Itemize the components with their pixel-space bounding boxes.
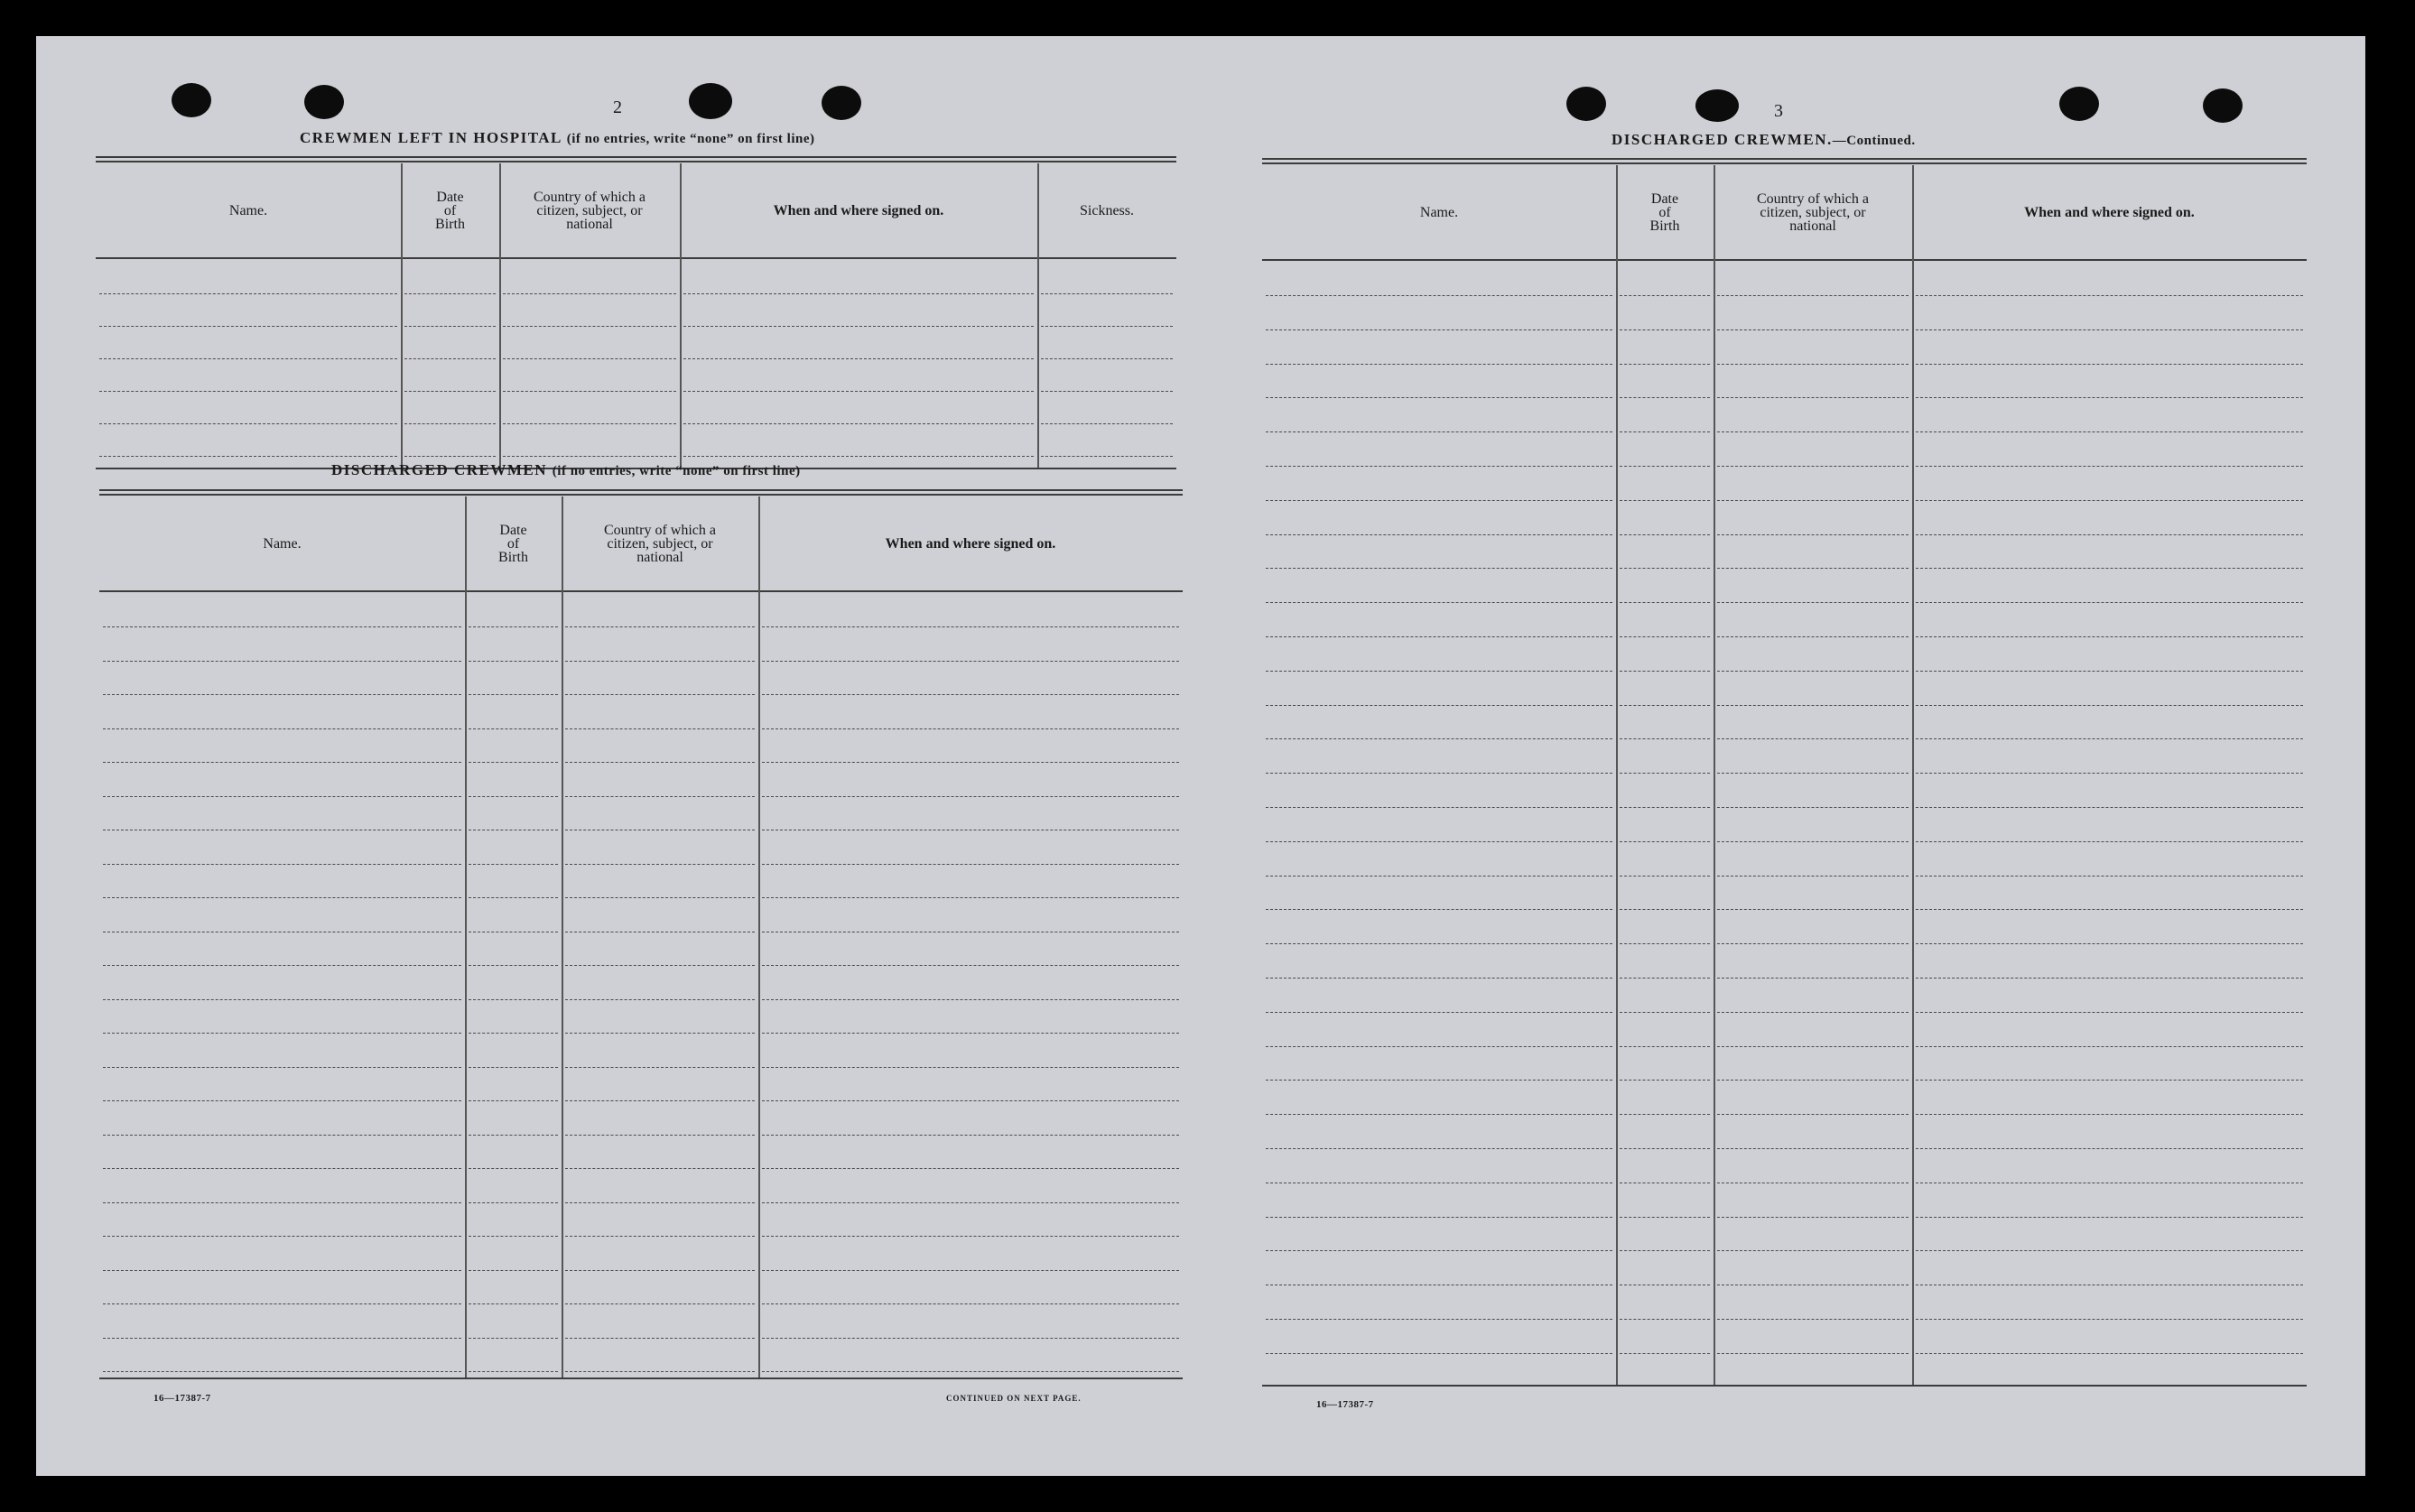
page-number-right: 3 xyxy=(1774,101,1783,121)
ruled-line xyxy=(1620,773,1710,774)
ruled-line xyxy=(404,423,496,424)
ruled-line xyxy=(103,728,461,729)
ruled-line xyxy=(762,1236,1179,1237)
ruled-line xyxy=(1266,671,1612,672)
ruled-line xyxy=(683,293,1034,294)
ruled-line xyxy=(1266,1353,1612,1354)
ruled-line xyxy=(1620,397,1710,398)
ruled-line xyxy=(1620,705,1710,706)
ruled-line xyxy=(1266,1250,1612,1251)
ruled-line xyxy=(1266,1012,1612,1013)
ruled-line xyxy=(565,1100,755,1101)
ruled-line xyxy=(1717,431,1909,432)
ruled-line xyxy=(469,864,558,865)
ruled-line xyxy=(103,694,461,695)
ruled-line xyxy=(1620,1080,1710,1081)
ruled-line xyxy=(1266,909,1612,910)
ruled-line xyxy=(469,1371,558,1372)
ruled-line xyxy=(469,762,558,763)
column-divider xyxy=(758,496,760,1377)
punch-hole xyxy=(2203,88,2243,123)
ruled-line xyxy=(762,1168,1179,1169)
ruled-line xyxy=(1916,602,2303,603)
ruled-line xyxy=(565,1371,755,1372)
ruled-line xyxy=(762,1371,1179,1372)
column-header: Name. xyxy=(263,535,302,552)
ruled-line xyxy=(1266,295,1612,296)
ruled-line xyxy=(1620,876,1710,877)
column-header: Sickness. xyxy=(1080,202,1134,218)
ruled-line xyxy=(1717,1353,1909,1354)
ruled-line xyxy=(1620,807,1710,808)
ruled-line xyxy=(565,965,755,966)
ruled-line xyxy=(503,423,676,424)
ruled-line xyxy=(762,762,1179,763)
ruled-line xyxy=(1620,1148,1710,1149)
ruled-line xyxy=(1916,1012,2303,1013)
ruled-line xyxy=(1620,671,1710,672)
ruled-line xyxy=(683,358,1034,359)
form-number-right: 16—17387-7 xyxy=(1316,1399,1374,1410)
ruled-line xyxy=(565,694,755,695)
ruled-line xyxy=(565,1338,755,1339)
punch-hole xyxy=(822,86,861,120)
ruled-line xyxy=(1717,978,1909,979)
column-header: Date of Birth xyxy=(435,189,465,232)
punch-hole xyxy=(1695,89,1739,122)
ruled-line xyxy=(103,1168,461,1169)
ruled-line xyxy=(565,1168,755,1169)
right-title-text: DISCHARGED CREWMEN. xyxy=(1612,131,1833,148)
ruled-line xyxy=(99,293,397,294)
column-divider xyxy=(1912,165,1914,1385)
double-rule xyxy=(96,156,1176,162)
discharged-continued-table xyxy=(1262,158,2307,1390)
ruled-line xyxy=(1041,358,1173,359)
ruled-line xyxy=(103,1202,461,1203)
discharged-title-text: DISCHARGED CREWMEN xyxy=(331,461,548,478)
ruled-line xyxy=(1620,1319,1710,1320)
ruled-line xyxy=(1620,636,1710,637)
ruled-line xyxy=(1266,876,1612,877)
ruled-line xyxy=(1620,431,1710,432)
ruled-line xyxy=(1717,943,1909,944)
ruled-line xyxy=(1620,466,1710,467)
ruled-line xyxy=(1717,738,1909,739)
ruled-line xyxy=(1717,773,1909,774)
ruled-line xyxy=(503,326,676,327)
discharged-instruction: (if no entries, write “none” on first line) xyxy=(552,464,801,478)
ruled-line xyxy=(469,796,558,797)
ruled-line xyxy=(762,1100,1179,1101)
ruled-line xyxy=(1717,841,1909,842)
ruled-line xyxy=(762,796,1179,797)
ruled-line xyxy=(1620,1012,1710,1013)
ruled-line xyxy=(1266,978,1612,979)
ruled-line xyxy=(1620,295,1710,296)
ruled-line xyxy=(469,1033,558,1034)
ruled-line xyxy=(503,391,676,392)
bottom-rule xyxy=(1262,1385,2307,1387)
ruled-line xyxy=(1717,1217,1909,1218)
column-header: Name. xyxy=(1419,204,1459,220)
ruled-line xyxy=(103,864,461,865)
ruled-line xyxy=(1266,500,1612,501)
hospital-section-title xyxy=(300,129,815,147)
discharged-table xyxy=(99,489,1183,1383)
ruled-line xyxy=(103,626,461,627)
ruled-line xyxy=(99,391,397,392)
ruled-line xyxy=(469,728,558,729)
ruled-line xyxy=(103,796,461,797)
ruled-line xyxy=(1717,364,1909,365)
ruled-line xyxy=(762,999,1179,1000)
ruled-line xyxy=(1041,456,1173,457)
ruled-line xyxy=(1717,534,1909,535)
ruled-line xyxy=(1916,978,2303,979)
ruled-line xyxy=(1916,534,2303,535)
scanned-form-sheet xyxy=(36,36,2365,1476)
ruled-line xyxy=(1916,773,2303,774)
ruled-line xyxy=(469,965,558,966)
ruled-line xyxy=(1916,876,2303,877)
ruled-line xyxy=(1266,1319,1612,1320)
ruled-line xyxy=(683,326,1034,327)
ruled-line xyxy=(1266,329,1612,330)
ruled-line xyxy=(1916,738,2303,739)
punch-hole xyxy=(1566,87,1606,121)
ruled-line xyxy=(1041,423,1173,424)
ruled-line xyxy=(1916,397,2303,398)
ruled-line xyxy=(762,1202,1179,1203)
punch-hole xyxy=(2059,87,2099,121)
ruled-line xyxy=(1916,1148,2303,1149)
ruled-line xyxy=(1266,738,1612,739)
column-header: Date of Birth xyxy=(1649,190,1680,234)
ruled-line xyxy=(1717,1046,1909,1047)
ruled-line xyxy=(762,694,1179,695)
ruled-line xyxy=(1266,636,1612,637)
column-header: When and where signed on. xyxy=(773,202,944,218)
ruled-line xyxy=(503,456,676,457)
ruled-line xyxy=(1620,909,1710,910)
ruled-line xyxy=(1266,773,1612,774)
ruled-line xyxy=(103,1100,461,1101)
punch-hole xyxy=(689,83,732,119)
ruled-line xyxy=(762,1033,1179,1034)
header-rule xyxy=(96,257,1176,259)
ruled-line xyxy=(762,661,1179,662)
discharged-section-title xyxy=(331,461,801,479)
ruled-line xyxy=(404,358,496,359)
ruled-line xyxy=(1916,909,2303,910)
ruled-line xyxy=(1266,397,1612,398)
ruled-line xyxy=(404,293,496,294)
ruled-line xyxy=(1717,807,1909,808)
ruled-line xyxy=(1266,1046,1612,1047)
ruled-line xyxy=(565,762,755,763)
ruled-line xyxy=(1717,671,1909,672)
ruled-line xyxy=(683,423,1034,424)
column-header: Date of Birth xyxy=(498,522,528,565)
ruled-line xyxy=(1717,568,1909,569)
ruled-line xyxy=(565,1067,755,1068)
ruled-line xyxy=(1916,841,2303,842)
ruled-line xyxy=(1717,636,1909,637)
ruled-line xyxy=(762,897,1179,898)
column-header: When and where signed on. xyxy=(885,535,1056,552)
ruled-line xyxy=(1266,431,1612,432)
ruled-line xyxy=(1916,1046,2303,1047)
continued-note: CONTINUED ON NEXT PAGE. xyxy=(946,1394,1082,1403)
ruled-line xyxy=(1717,876,1909,877)
double-rule xyxy=(1262,158,2307,164)
ruled-line xyxy=(565,1303,755,1304)
ruled-line xyxy=(103,1135,461,1136)
column-divider xyxy=(1616,165,1618,1385)
column-header: When and where signed on. xyxy=(2024,204,2195,220)
column-header: Name. xyxy=(228,202,268,218)
ruled-line xyxy=(1266,841,1612,842)
ruled-line xyxy=(469,1236,558,1237)
ruled-line xyxy=(469,661,558,662)
ruled-line xyxy=(1916,1217,2303,1218)
ruled-line xyxy=(1916,431,2303,432)
column-divider xyxy=(465,496,467,1377)
ruled-line xyxy=(1717,466,1909,467)
ruled-line xyxy=(1266,568,1612,569)
double-rule xyxy=(99,489,1183,496)
ruled-line xyxy=(1916,364,2303,365)
column-header: Country of which a citizen, subject, or national xyxy=(604,522,716,565)
ruled-line xyxy=(1620,841,1710,842)
ruled-line xyxy=(1266,1114,1612,1115)
ruled-line xyxy=(469,897,558,898)
ruled-line xyxy=(103,1303,461,1304)
ruled-line xyxy=(1266,364,1612,365)
ruled-line xyxy=(1266,1080,1612,1081)
ruled-line xyxy=(1717,1319,1909,1320)
ruled-line xyxy=(103,1371,461,1372)
ruled-line xyxy=(762,626,1179,627)
ruled-line xyxy=(565,1236,755,1237)
hospital-instruction: (if no entries, write “none” on first line) xyxy=(566,132,815,146)
ruled-line xyxy=(565,999,755,1000)
ruled-line xyxy=(99,358,397,359)
ruled-line xyxy=(1916,807,2303,808)
ruled-line xyxy=(469,1338,558,1339)
ruled-line xyxy=(1916,943,2303,944)
ruled-line xyxy=(762,1338,1179,1339)
ruled-line xyxy=(683,456,1034,457)
ruled-line xyxy=(1916,568,2303,569)
ruled-line xyxy=(469,1202,558,1203)
ruled-line xyxy=(762,1270,1179,1271)
ruled-line xyxy=(404,456,496,457)
ruled-line xyxy=(503,293,676,294)
ruled-line xyxy=(1916,705,2303,706)
ruled-line xyxy=(1041,391,1173,392)
ruled-line xyxy=(1266,807,1612,808)
ruled-line xyxy=(1266,534,1612,535)
ruled-line xyxy=(99,456,397,457)
ruled-line xyxy=(469,1270,558,1271)
ruled-line xyxy=(404,326,496,327)
ruled-line xyxy=(1916,1319,2303,1320)
ruled-line xyxy=(1620,568,1710,569)
ruled-line xyxy=(1916,500,2303,501)
ruled-line xyxy=(1717,295,1909,296)
ruled-line xyxy=(1916,329,2303,330)
ruled-line xyxy=(1916,1353,2303,1354)
page-number-left: 2 xyxy=(613,97,622,117)
ruled-line xyxy=(565,897,755,898)
ruled-line xyxy=(762,728,1179,729)
ruled-line xyxy=(683,391,1034,392)
ruled-line xyxy=(1266,1148,1612,1149)
ruled-line xyxy=(1717,602,1909,603)
ruled-line xyxy=(1620,943,1710,944)
ruled-line xyxy=(1266,466,1612,467)
hospital-title-text: CREWMEN LEFT IN HOSPITAL xyxy=(300,129,562,146)
ruled-line xyxy=(1717,329,1909,330)
ruled-line xyxy=(762,1303,1179,1304)
ruled-line xyxy=(1620,602,1710,603)
ruled-line xyxy=(103,661,461,662)
ruled-line xyxy=(1620,1217,1710,1218)
ruled-line xyxy=(1620,1046,1710,1047)
ruled-line xyxy=(1266,943,1612,944)
ruled-line xyxy=(1620,738,1710,739)
ruled-line xyxy=(1266,602,1612,603)
ruled-line xyxy=(1717,909,1909,910)
ruled-line xyxy=(469,999,558,1000)
form-number-left: 16—17387-7 xyxy=(153,1393,211,1404)
ruled-line xyxy=(1916,1250,2303,1251)
ruled-line xyxy=(1620,500,1710,501)
ruled-line xyxy=(1620,1114,1710,1115)
ruled-line xyxy=(103,1338,461,1339)
right-title-suffix: —Continued. xyxy=(1832,134,1916,148)
ruled-line xyxy=(565,1135,755,1136)
ruled-line xyxy=(103,1033,461,1034)
ruled-line xyxy=(565,728,755,729)
ruled-line xyxy=(99,423,397,424)
column-divider xyxy=(562,496,563,1377)
header-rule xyxy=(1262,259,2307,261)
ruled-line xyxy=(1717,1250,1909,1251)
ruled-line xyxy=(565,1202,755,1203)
ruled-line xyxy=(762,1135,1179,1136)
header-rule xyxy=(99,590,1183,592)
ruled-line xyxy=(1717,397,1909,398)
ruled-line xyxy=(1266,1217,1612,1218)
ruled-line xyxy=(99,326,397,327)
ruled-line xyxy=(103,999,461,1000)
ruled-line xyxy=(469,1135,558,1136)
ruled-line xyxy=(565,1033,755,1034)
ruled-line xyxy=(469,1168,558,1169)
ruled-line xyxy=(1717,1114,1909,1115)
ruled-line xyxy=(469,1067,558,1068)
ruled-line xyxy=(404,391,496,392)
ruled-line xyxy=(1620,329,1710,330)
column-header: Country of which a citizen, subject, or national xyxy=(1757,190,1869,234)
bottom-rule xyxy=(99,1377,1183,1379)
ruled-line xyxy=(103,897,461,898)
ruled-line xyxy=(469,694,558,695)
ruled-line xyxy=(565,796,755,797)
ruled-line xyxy=(565,864,755,865)
ruled-line xyxy=(1620,1353,1710,1354)
column-divider xyxy=(1714,165,1715,1385)
ruled-line xyxy=(1717,705,1909,706)
ruled-line xyxy=(469,1100,558,1101)
ruled-line xyxy=(1916,1114,2303,1115)
ruled-line xyxy=(1717,1080,1909,1081)
ruled-line xyxy=(1266,705,1612,706)
punch-hole xyxy=(304,85,344,119)
ruled-line xyxy=(103,1236,461,1237)
ruled-line xyxy=(1620,364,1710,365)
ruled-line xyxy=(103,965,461,966)
ruled-line xyxy=(1916,466,2303,467)
ruled-line xyxy=(469,1303,558,1304)
ruled-line xyxy=(565,1270,755,1271)
ruled-line xyxy=(1717,500,1909,501)
ruled-line xyxy=(1916,636,2303,637)
ruled-line xyxy=(1041,326,1173,327)
ruled-line xyxy=(565,661,755,662)
ruled-line xyxy=(1916,671,2303,672)
punch-hole xyxy=(172,83,211,117)
ruled-line xyxy=(762,864,1179,865)
ruled-line xyxy=(103,1270,461,1271)
ruled-line xyxy=(1041,293,1173,294)
ruled-line xyxy=(1620,1250,1710,1251)
hospital-table xyxy=(96,156,1176,477)
ruled-line xyxy=(762,1067,1179,1068)
ruled-line xyxy=(1916,1080,2303,1081)
ruled-line xyxy=(1620,978,1710,979)
ruled-line xyxy=(103,762,461,763)
ruled-line xyxy=(1916,295,2303,296)
ruled-line xyxy=(1717,1148,1909,1149)
right-section-title xyxy=(1612,131,1916,149)
ruled-line xyxy=(1620,534,1710,535)
ruled-line xyxy=(565,626,755,627)
ruled-line xyxy=(503,358,676,359)
ruled-line xyxy=(103,1067,461,1068)
column-header: Country of which a citizen, subject, or national xyxy=(534,189,646,232)
ruled-line xyxy=(762,965,1179,966)
ruled-line xyxy=(1717,1012,1909,1013)
ruled-line xyxy=(469,626,558,627)
